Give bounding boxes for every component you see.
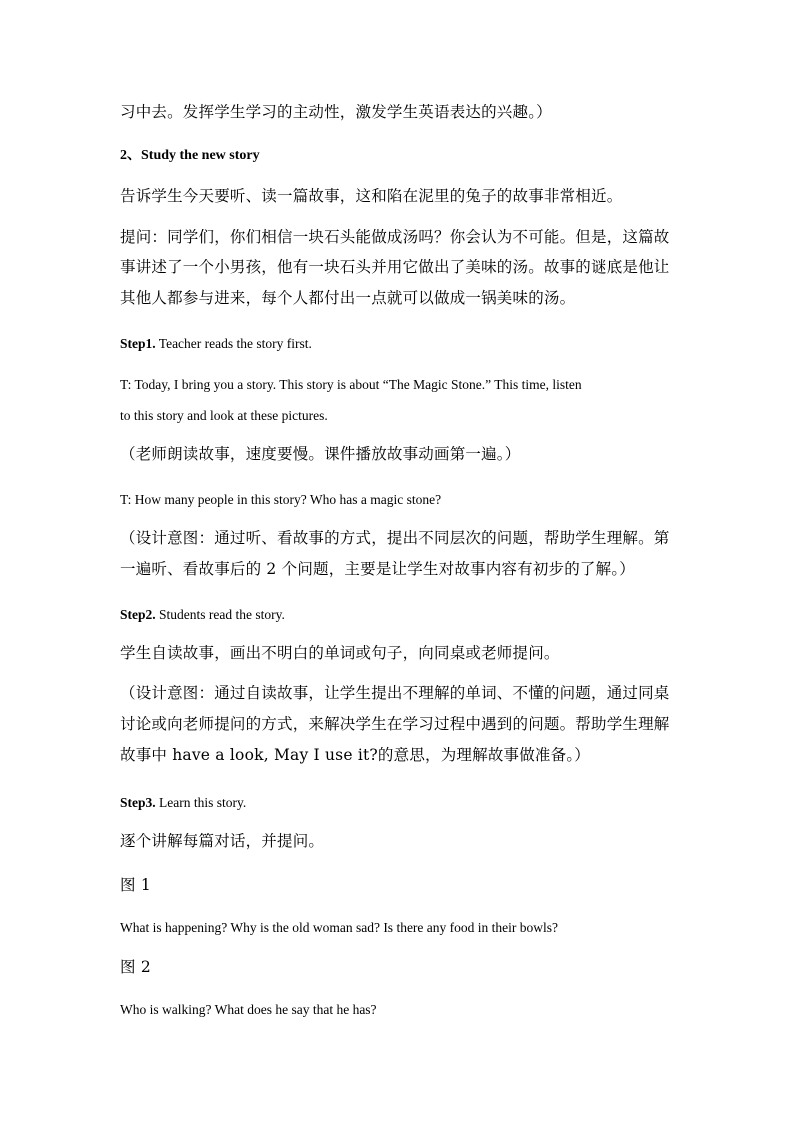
figure-2-label: 图 2: [120, 958, 151, 976]
paragraph-question-line-2: 事讲述了一个小男孩，他有一块石头并用它做出了美味的汤。故事的谜底是他让: [120, 258, 670, 276]
section-heading: 2、Study the new story: [120, 148, 260, 163]
paragraph-explain: 逐个讲解每篇对话，并提问。: [120, 832, 325, 850]
design-intent-1-line-1: （设计意图：通过听、看故事的方式，提出不同层次的问题，帮助学生理解。第: [120, 529, 670, 547]
paragraph-continuation: 习中去。发挥学生学习的主动性，激发学生英语表达的兴趣。）: [120, 103, 552, 121]
step3-text: Learn this story.: [155, 795, 247, 810]
design-intent-2-line-2: 讨论或向老师提问的方式，来解决学生在学习过程中遇到的问题。帮助学生理解: [120, 715, 670, 733]
step2-text: Students read the story.: [155, 607, 285, 622]
figure-2-questions: Who is walking? What does he say that he has?: [120, 1002, 377, 1017]
paragraph-intro: 告诉学生今天要听、读一篇故事，这和陷在泥里的兔子的故事非常相近。: [120, 187, 623, 205]
teacher-question: T: How many people in this story? Who has a magic stone?: [120, 492, 442, 507]
teacher-line-2: to this story and look at these pictures.: [120, 408, 328, 423]
step2-line: [120, 607, 285, 623]
design-intent-2-line-1: （设计意图：通过自读故事，让学生提出不理解的单词、不懂的问题，通过同桌: [120, 684, 670, 702]
design-intent-1-line-2: 一遍听、看故事后的 2 个问题，主要是让学生对故事内容有初步的了解。）: [120, 560, 635, 578]
teacher-line-1: T: Today, I bring you a story. This story is about “The Magic Stone.” This time, listen: [120, 377, 582, 392]
note-reading: （老师朗读故事，速度要慢。课件播放故事动画第一遍。）: [120, 445, 521, 463]
paragraph-question-line-3: 其他人都参与进来，每个人都付出一点就可以做成一锅美味的汤。: [120, 289, 576, 307]
design-intent-2-line-3: 故事中 have a look, May I use it?的意思，为理解故事做准备。）: [120, 746, 590, 764]
paragraph-question-line-1: 提问：同学们，你们相信一块石头能做成汤吗？你会认为不可能。但是，这篇故: [120, 228, 670, 246]
figure-1-label: 图 1: [120, 876, 151, 894]
step3-line: [120, 795, 246, 811]
figure-1-questions: What is happening? Why is the old woman sad? Is there any food in their bowls?: [120, 920, 559, 935]
step1-label: Step1.: [120, 336, 156, 351]
paragraph-self-read: 学生自读故事，画出不明白的单词或句子，向同桌或老师提问。: [120, 644, 560, 662]
step1-line: [120, 336, 312, 352]
step1-text: Teacher reads the story first.: [155, 336, 312, 351]
step3-label: Step3.: [120, 795, 156, 810]
step2-label: Step2.: [120, 607, 156, 622]
